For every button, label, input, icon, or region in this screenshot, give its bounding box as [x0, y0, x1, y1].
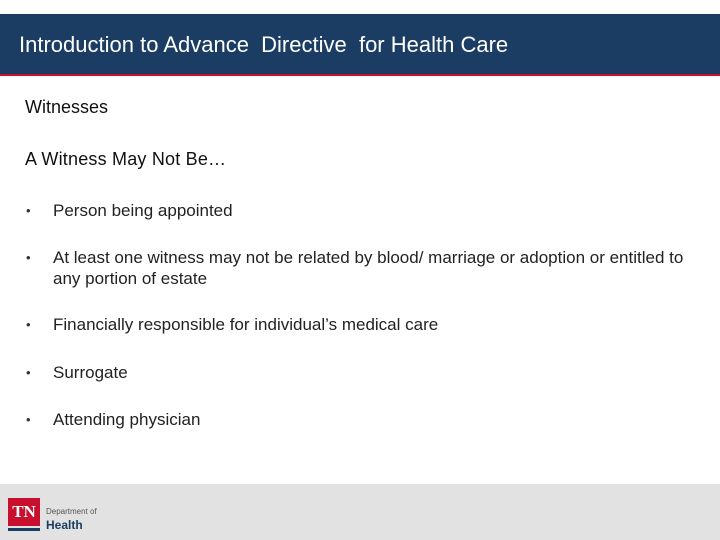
bullet-item [26, 314, 706, 335]
section-heading: Witnesses [25, 97, 109, 117]
bullet-icon: • [26, 203, 31, 218]
bullet-text: At least one witness may not be related by blood/ marriage or adoption or entitled to any portion of estate [53, 248, 684, 288]
bullet-item [26, 200, 706, 221]
bullet-icon: • [26, 412, 31, 427]
bullet-text: Person being appointed [53, 201, 233, 220]
slide-title: Introduction to Advance Directive for Health Care [19, 32, 509, 57]
bullet-item [26, 362, 706, 383]
bullet-icon: • [26, 317, 31, 332]
logo-underline [8, 528, 40, 531]
footer-band [0, 484, 720, 540]
bullet-text: Attending physician [53, 410, 201, 429]
tn-logo-mark: TN [8, 498, 40, 526]
bullet-icon: • [26, 365, 31, 380]
bullet-item [26, 247, 706, 289]
bullet-text: Surrogate [53, 363, 128, 382]
tn-department-of-health-logo [8, 493, 108, 535]
logo-health-text: Health [46, 518, 83, 532]
bullet-text: Financially responsible for individual’s medical care [53, 315, 439, 334]
subheading: A Witness May Not Be… [25, 149, 227, 169]
title-bar [0, 14, 720, 76]
bullet-icon: • [26, 250, 31, 265]
bullet-item [26, 409, 706, 430]
logo-department-text: Department of [46, 507, 97, 516]
